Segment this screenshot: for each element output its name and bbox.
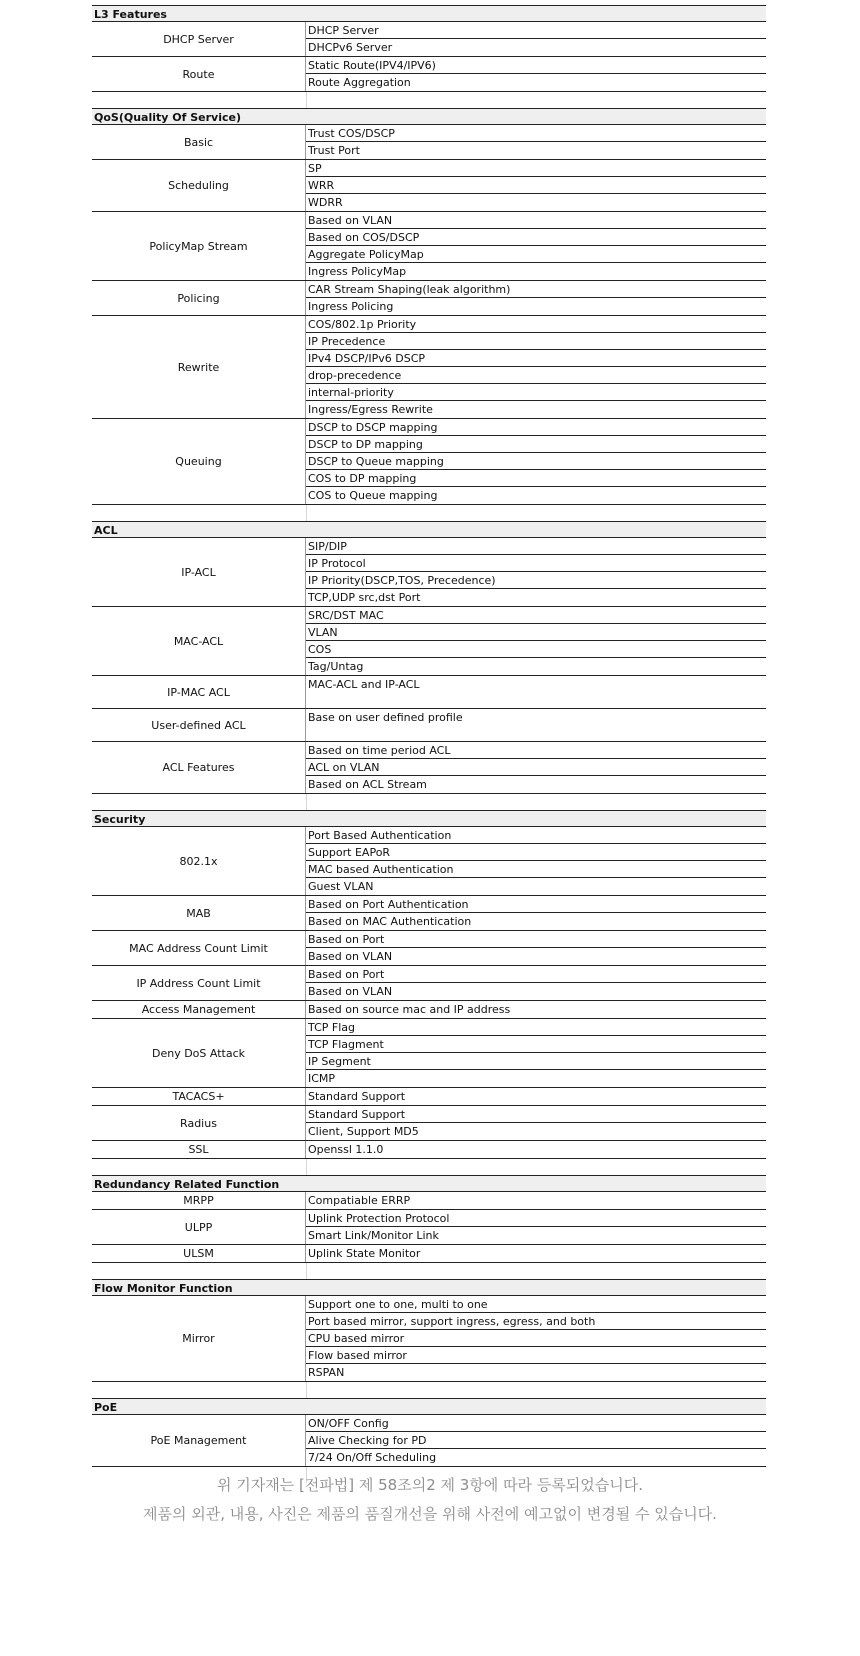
feature-item: Support one to one, multi to one (306, 1296, 766, 1313)
feature-label: Scheduling (92, 160, 306, 211)
feature-label: IP-ACL (92, 538, 306, 606)
feature-item: MAC-ACL and IP-ACL (308, 678, 420, 691)
feature-label: SSL (92, 1141, 306, 1158)
feature-item: IPv4 DSCP/IPv6 DSCP (306, 350, 766, 367)
feature-item: Uplink Protection Protocol (306, 1210, 766, 1227)
feature-group (92, 281, 766, 316)
feature-group (92, 57, 766, 92)
feature-item: Ingress Policing (308, 300, 394, 313)
feature-group (92, 1019, 766, 1088)
feature-group (92, 419, 766, 505)
feature-item: CAR Stream Shaping(leak algorithm) (306, 281, 766, 298)
feature-items (306, 676, 766, 708)
feature-label: PolicyMap Stream (92, 212, 306, 280)
feature-items (306, 966, 766, 1000)
feature-items (306, 709, 766, 741)
feature-label: IP-MAC ACL (92, 676, 306, 708)
feature-label: 802.1x (92, 827, 306, 895)
section-title: Security (92, 810, 766, 827)
feature-item: COS to Queue mapping (308, 489, 438, 502)
feature-item: Based on Port (306, 931, 766, 948)
spec-section (92, 1175, 766, 1279)
feature-item: DSCP to DP mapping (306, 436, 766, 453)
feature-item: MAC based Authentication (306, 861, 766, 878)
feature-item: Based on VLAN (306, 212, 766, 229)
feature-item: Based on COS/DSCP (306, 229, 766, 246)
section-title: PoE (92, 1398, 766, 1415)
feature-item: Uplink State Monitor (308, 1247, 421, 1260)
section-title: L3 Features (92, 5, 766, 22)
feature-group (92, 1088, 766, 1106)
feature-item: DSCP to DSCP mapping (306, 419, 766, 436)
feature-group (92, 827, 766, 896)
feature-group (92, 966, 766, 1001)
feature-item: Ingress PolicyMap (308, 265, 407, 278)
section-gap (92, 92, 766, 108)
section-gap (92, 1159, 766, 1175)
feature-label: Rewrite (92, 316, 306, 418)
feature-label: Policing (92, 281, 306, 315)
feature-item: SIP/DIP (306, 538, 766, 555)
feature-group (92, 1210, 766, 1245)
feature-item: Based on VLAN (308, 985, 393, 998)
feature-item: ICMP (308, 1072, 336, 1085)
feature-label: IP Address Count Limit (92, 966, 306, 1000)
feature-item: RSPAN (308, 1366, 345, 1379)
section-title: ACL (92, 521, 766, 538)
feature-items (306, 827, 766, 895)
section-gap (92, 794, 766, 810)
feature-group (92, 1141, 766, 1159)
feature-label: User-defined ACL (92, 709, 306, 741)
feature-items (306, 538, 766, 606)
feature-item: Aggregate PolicyMap (306, 246, 766, 263)
feature-items (306, 607, 766, 675)
feature-item: Standard Support (306, 1106, 766, 1123)
feature-item: Based on VLAN (308, 950, 393, 963)
feature-item: IP Protocol (306, 555, 766, 572)
feature-group (92, 160, 766, 212)
feature-items (306, 212, 766, 280)
feature-item: WRR (306, 177, 766, 194)
feature-group (92, 1106, 766, 1141)
feature-item: Static Route(IPV4/IPV6) (306, 57, 766, 74)
feature-item: ACL on VLAN (306, 759, 766, 776)
feature-label: Basic (92, 125, 306, 159)
feature-item: Based on Port (306, 966, 766, 983)
feature-group (92, 709, 766, 742)
spec-section (92, 521, 766, 810)
feature-items (306, 1210, 766, 1244)
feature-label: DHCP Server (92, 22, 306, 56)
feature-items (306, 281, 766, 315)
section-title: Redundancy Related Function (92, 1175, 766, 1192)
legal-notice (0, 1471, 860, 1529)
feature-item: IP Segment (306, 1053, 766, 1070)
feature-items (306, 1019, 766, 1087)
feature-group (92, 22, 766, 57)
feature-item: SRC/DST MAC (306, 607, 766, 624)
feature-item: Alive Checking for PD (306, 1432, 766, 1449)
feature-item: Ingress/Egress Rewrite (308, 403, 433, 416)
feature-item: Based on MAC Authentication (308, 915, 472, 928)
feature-items (306, 22, 766, 56)
feature-item: Client, Support MD5 (308, 1125, 419, 1138)
section-title: QoS(Quality Of Service) (92, 108, 766, 125)
feature-item: IP Priority(DSCP,TOS, Precedence) (306, 572, 766, 589)
feature-group (92, 1192, 766, 1210)
feature-label: MRPP (92, 1192, 306, 1209)
feature-label: MAC-ACL (92, 607, 306, 675)
feature-item: TCP Flagment (306, 1036, 766, 1053)
feature-label: PoE Management (92, 1415, 306, 1466)
spec-section (92, 108, 766, 521)
feature-label: ULPP (92, 1210, 306, 1244)
spec-table (92, 5, 766, 1483)
feature-item: DSCP to Queue mapping (306, 453, 766, 470)
feature-items (306, 1415, 766, 1466)
section-gap (92, 505, 766, 521)
feature-item: Compatiable ERRP (308, 1194, 411, 1207)
feature-label: Route (92, 57, 306, 91)
feature-item: COS/802.1p Priority (306, 316, 766, 333)
feature-item: drop-precedence (306, 367, 766, 384)
feature-group (92, 896, 766, 931)
feature-label: MAC Address Count Limit (92, 931, 306, 965)
feature-label: MAB (92, 896, 306, 930)
feature-items (306, 742, 766, 793)
feature-group (92, 538, 766, 607)
feature-item: VLAN (306, 624, 766, 641)
feature-item: internal-priority (306, 384, 766, 401)
feature-group (92, 316, 766, 419)
spec-section (92, 5, 766, 108)
feature-item: Flow based mirror (306, 1347, 766, 1364)
feature-item: Tag/Untag (308, 660, 364, 673)
feature-items (306, 125, 766, 159)
feature-item: COS to DP mapping (306, 470, 766, 487)
feature-item: IP Precedence (306, 333, 766, 350)
feature-items (306, 1088, 766, 1105)
feature-item: SP (306, 160, 766, 177)
feature-item: Based on time period ACL (306, 742, 766, 759)
feature-item: 7/24 On/Off Scheduling (308, 1451, 437, 1464)
feature-items (306, 1245, 766, 1262)
feature-item: Standard Support (308, 1090, 406, 1103)
feature-item: Based on Port Authentication (306, 896, 766, 913)
feature-items (306, 896, 766, 930)
section-gap (92, 1263, 766, 1279)
feature-item: Port Based Authentication (306, 827, 766, 844)
feature-label: TACACS+ (92, 1088, 306, 1105)
feature-label: ULSM (92, 1245, 306, 1262)
feature-item: Port based mirror, support ingress, egress, and both (306, 1313, 766, 1330)
feature-label: Mirror (92, 1296, 306, 1381)
feature-item: DHCP Server (306, 22, 766, 39)
feature-item: Based on ACL Stream (308, 778, 427, 791)
feature-items (306, 1192, 766, 1209)
feature-group (92, 607, 766, 676)
feature-items (306, 419, 766, 504)
feature-label: Queuing (92, 419, 306, 504)
feature-items (306, 1106, 766, 1140)
feature-label: Radius (92, 1106, 306, 1140)
feature-items (306, 1296, 766, 1381)
section-gap (92, 1382, 766, 1398)
feature-item: CPU based mirror (306, 1330, 766, 1347)
feature-label: Access Management (92, 1001, 306, 1018)
feature-item: Guest VLAN (308, 880, 374, 893)
feature-group (92, 1415, 766, 1467)
feature-items (306, 160, 766, 211)
feature-item: Openssl 1.1.0 (308, 1143, 384, 1156)
feature-item: Trust COS/DSCP (306, 125, 766, 142)
feature-item: Base on user defined profile (308, 711, 463, 724)
feature-group (92, 742, 766, 794)
feature-item: Based on source mac and IP address (308, 1003, 511, 1016)
feature-group (92, 212, 766, 281)
feature-label: ACL Features (92, 742, 306, 793)
section-title: Flow Monitor Function (92, 1279, 766, 1296)
feature-item: Smart Link/Monitor Link (308, 1229, 439, 1242)
feature-item: WDRR (308, 196, 343, 209)
feature-items (306, 57, 766, 91)
feature-group (92, 1296, 766, 1382)
feature-group (92, 1001, 766, 1019)
feature-item: TCP Flag (306, 1019, 766, 1036)
feature-label: Deny DoS Attack (92, 1019, 306, 1087)
spec-section (92, 810, 766, 1175)
feature-items (306, 316, 766, 418)
feature-item: ON/OFF Config (306, 1415, 766, 1432)
notice-line-1: 위 기자재는 [전파법] 제 58조의2 제 3항에 따라 등록되었습니다. (216, 1476, 644, 1494)
feature-group (92, 125, 766, 160)
feature-group (92, 931, 766, 966)
feature-item: Route Aggregation (308, 76, 411, 89)
feature-item: DHCPv6 Server (308, 41, 393, 54)
feature-item: Trust Port (308, 144, 360, 157)
feature-group (92, 1245, 766, 1263)
feature-group (92, 676, 766, 709)
feature-items (306, 1141, 766, 1158)
spec-section (92, 1279, 766, 1398)
feature-item: TCP,UDP src,dst Port (308, 591, 421, 604)
feature-item: COS (306, 641, 766, 658)
feature-items (306, 1001, 766, 1018)
feature-item: Support EAPoR (306, 844, 766, 861)
notice-line-2: 제품의 외관, 내용, 사진은 제품의 품질개선을 위해 사전에 예고없이 변경될 수 있습니다. (143, 1505, 717, 1523)
feature-items (306, 931, 766, 965)
